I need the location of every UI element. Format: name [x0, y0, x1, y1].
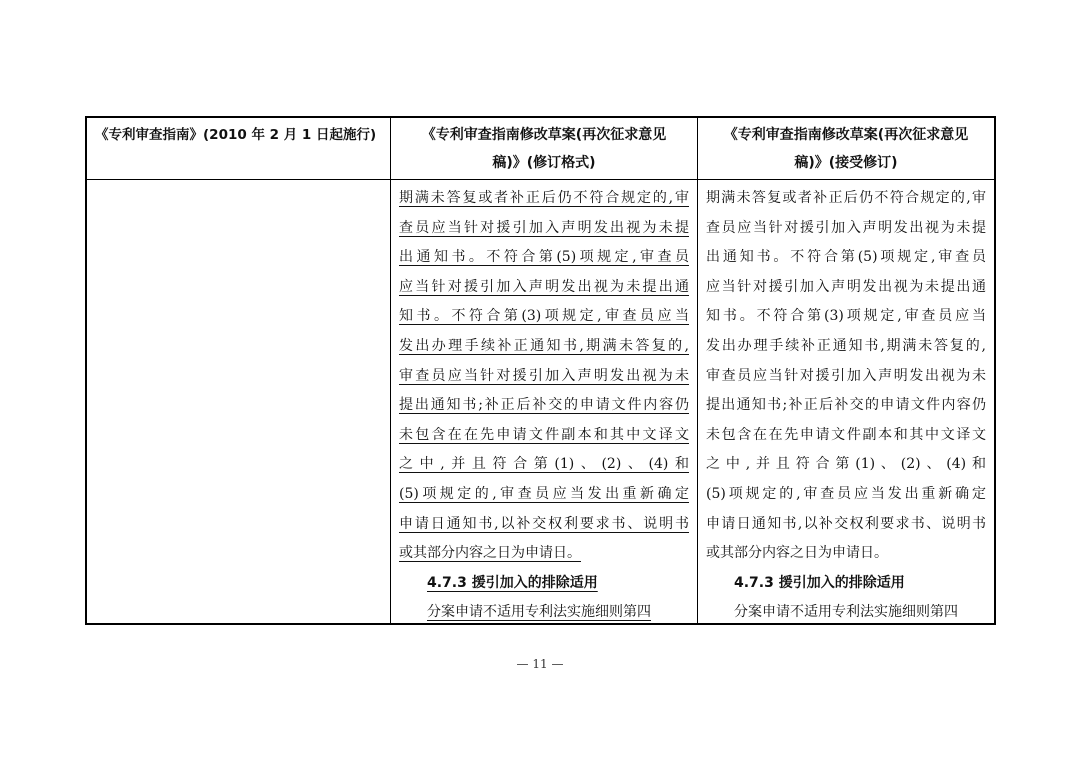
revision-line: 之中,并且符合第(1)、(2)、(4)和 — [399, 456, 689, 473]
revision-line: 查员应当针对援引加入声明发出视为未提 — [399, 219, 689, 236]
accepted-section-title: 4.7.3 援引加入的排除适用 — [734, 574, 905, 591]
accepted-line: 未包含在在先申请文件副本和其中文译文 — [706, 426, 986, 443]
accepted-line: 审查员应当针对援引加入声明发出视为未 — [706, 367, 986, 384]
accepted-line: 应当针对援引加入声明发出视为未提出通 — [706, 278, 986, 295]
revision-line: 未包含在在先申请文件副本和其中文译文 — [399, 426, 689, 443]
accepted-line: (5)项规定的,审查员应当发出重新确定 — [706, 485, 986, 502]
header-original-line-1: 《专利审查指南》(2010 年 2 月 1 日起施行) — [95, 127, 377, 143]
header-accepted-line-2: 稿)》(接受修订) — [794, 155, 898, 171]
comparison-table — [85, 116, 996, 625]
header-original-guidelines — [87, 118, 391, 180]
accepted-line: 申请日通知书,以补交权利要求书、说明书 — [706, 515, 986, 532]
revision-line: 出通知书。不符合第(5)项规定,审查员 — [399, 249, 689, 266]
cell-revision-text — [391, 180, 698, 623]
header-draft-accepted-revisions — [698, 118, 994, 180]
accepted-lines — [706, 184, 986, 569]
accepted-line: 之中,并且符合第(1)、(2)、(4)和 — [706, 456, 986, 473]
revision-line: 审查员应当针对援引加入声明发出视为未 — [399, 367, 689, 384]
header-revision-line-1: 《专利审查指南修改草案(再次征求意见 — [421, 127, 667, 143]
revision-line: 申请日通知书,以补交权利要求书、说明书 — [399, 515, 689, 532]
revision-line: 或其部分内容之日为申请日。 — [399, 545, 581, 562]
accepted-last-line: 分案申请不适用专利法实施细则第四 — [734, 604, 958, 621]
accepted-line: 知书。不符合第(3)项规定,审查员应当 — [706, 308, 986, 325]
header-draft-revision-format — [391, 118, 698, 180]
accepted-line: 或其部分内容之日为申请日。 — [706, 545, 888, 562]
cell-accepted-text — [698, 180, 994, 623]
revision-line: 期满未答复或者补正后仍不符合规定的,审 — [399, 190, 689, 206]
accepted-line: 查员应当针对援引加入声明发出视为未提 — [706, 219, 986, 236]
revision-line: 提出通知书;补正后补交的申请文件内容仍 — [399, 397, 689, 414]
header-revision-line-2: 稿)》(修订格式) — [492, 155, 596, 171]
revision-line: (5)项规定的,审查员应当发出重新确定 — [399, 485, 689, 502]
revision-lines — [399, 184, 689, 569]
accepted-line: 期满未答复或者补正后仍不符合规定的,审 — [706, 190, 986, 206]
header-accepted-line-1: 《专利审查指南修改草案(再次征求意见 — [723, 127, 969, 143]
accepted-line: 提出通知书;补正后补交的申请文件内容仍 — [706, 397, 986, 414]
accepted-line: 发出办理手续补正通知书,期满未答复的, — [706, 337, 986, 354]
revision-line: 知书。不符合第(3)项规定,审查员应当 — [399, 308, 689, 325]
revision-line: 发出办理手续补正通知书,期满未答复的, — [399, 337, 689, 354]
page-number: — 11 — — [516, 657, 564, 671]
revision-last-line: 分案申请不适用专利法实施细则第四 — [427, 604, 651, 621]
revision-section-title: 4.7.3 援引加入的排除适用 — [427, 574, 598, 591]
accepted-line: 出通知书。不符合第(5)项规定,审查员 — [706, 249, 986, 266]
revision-line: 应当针对援引加入声明发出视为未提出通 — [399, 278, 689, 295]
cell-original-text — [87, 180, 391, 623]
